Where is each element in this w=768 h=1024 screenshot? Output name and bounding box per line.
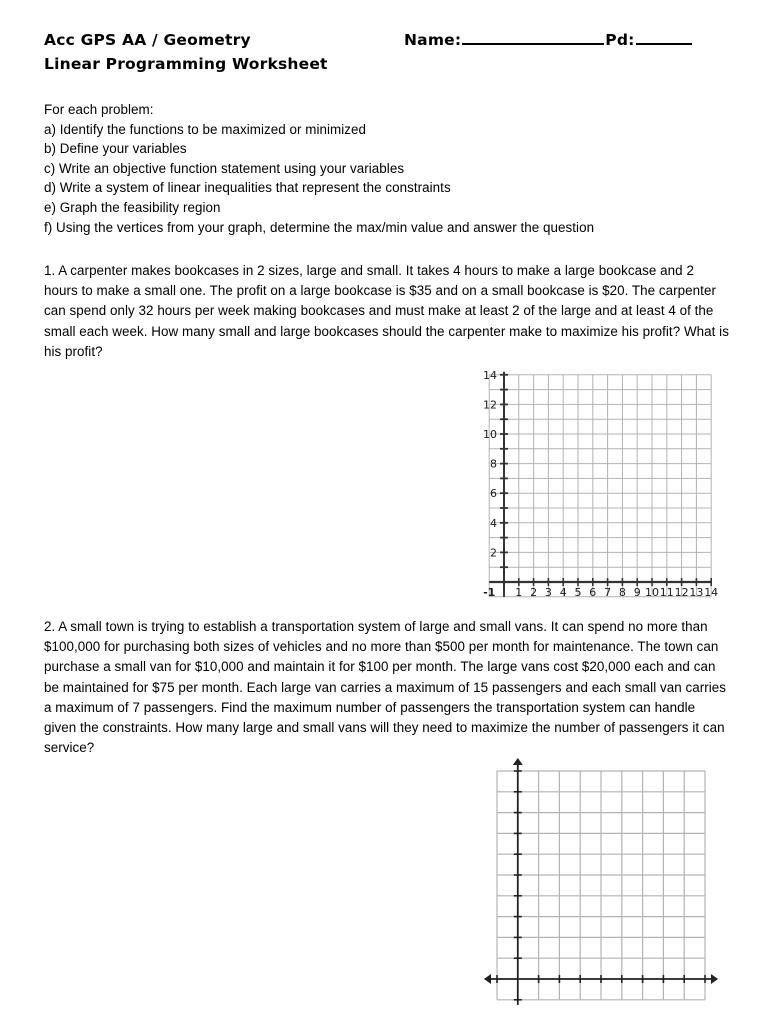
x-axis-label: 4 [559, 586, 567, 599]
problem-1-text: 1. A carpenter makes bookcases in 2 sizes, large and small. It takes 4 hours to make a large bookcase and 2 hours to make a small one. The profit on a large bookcase is $35 and on a small bookcase is $20. The carpenter can spend only 32 hours per week making bookcases and must make at least 2 of the large and at least 4 of the small each week. How many small and large bookcases should the carpenter make to maximize his profit? What is his profit? [44, 263, 729, 359]
y-axis-label: 6 [490, 487, 497, 501]
page-title-line-2: Linear Programming Worksheet [44, 55, 328, 73]
x-axis-label: 12 [674, 586, 689, 599]
name-blank-line[interactable] [462, 30, 604, 45]
x-axis-label: 7 [604, 586, 612, 599]
y-axis-label: 14 [483, 368, 497, 382]
period-blank-line[interactable] [636, 30, 692, 45]
instruction-item-b: b) Define your variables [44, 141, 187, 157]
y-axis-label: 2 [490, 546, 497, 560]
x-axis-arrow-left [484, 974, 491, 984]
problem-2-text: 2. A small town is trying to establish a transportation system of large and small vans. It can spend no more than $100,000 for purchasing both sizes of vehicles and no more than $500 per month for maintenance. The town can purchase a small van for $10,000 and maintain it for $100 per month. The large vans cost $20,000 each and can be maintained for $75 per month. Each large van carries a maximum of 15 passengers and each small van carries a maximum of 7 passengers. Find the maximum number of passengers the transportation system can handle given the constraints. How many large and small vans will they need to maximize the number of passengers it can service? [44, 619, 727, 756]
x-axis-label: 9 [633, 586, 641, 599]
x-axis-label: 5 [574, 586, 582, 599]
x-axis-label: 3 [544, 586, 552, 599]
period-label: Pd: [605, 31, 635, 49]
instruction-item-e: e) Graph the feasibility region [44, 199, 221, 215]
x-axis-label: -1 [483, 586, 496, 599]
graph-1-svg[interactable] [483, 360, 723, 600]
name-and-period-fields [404, 28, 693, 52]
x-axis-label: 11 [659, 586, 674, 599]
page-title-line-1: Acc GPS AA / Geometry [44, 31, 251, 49]
x-axis-label: 14 [704, 586, 719, 599]
x-axis-arrow-right [711, 974, 718, 984]
worksheet-header [44, 28, 724, 76]
y-axis-label: 4 [490, 516, 497, 530]
graph-2-svg[interactable] [484, 757, 724, 1005]
x-axis-label: 1 [515, 586, 523, 599]
instruction-item-c: c) Write an objective function statement using your variables [44, 160, 405, 176]
instruction-item-d: d) Write a system of linear inequalities that represent the constraints [44, 180, 451, 196]
instruction-item-f: f) Using the vertices from your graph, determine the max/min value and answer the question [44, 219, 595, 235]
instructions-block [44, 100, 734, 237]
x-axis-label: 2 [530, 586, 538, 599]
name-label: Name: [404, 31, 462, 49]
x-axis-label: 6 [589, 586, 597, 599]
y-axis-label: 10 [483, 428, 497, 441]
y-axis-arrow-up [513, 758, 523, 765]
y-axis-label: 8 [490, 457, 497, 471]
x-axis-label: 13 [689, 586, 704, 599]
problem-1-graph[interactable] [483, 360, 723, 600]
title-block [44, 28, 404, 76]
x-axis-label: 10 [645, 586, 659, 599]
instruction-item-a: a) Identify the functions to be maximized or minimized [44, 121, 366, 137]
problem-2-graph[interactable] [484, 757, 724, 1005]
y-axis-label: 12 [483, 398, 497, 412]
instructions-heading: For each problem: [44, 102, 154, 117]
x-axis-label: 8 [618, 586, 626, 599]
